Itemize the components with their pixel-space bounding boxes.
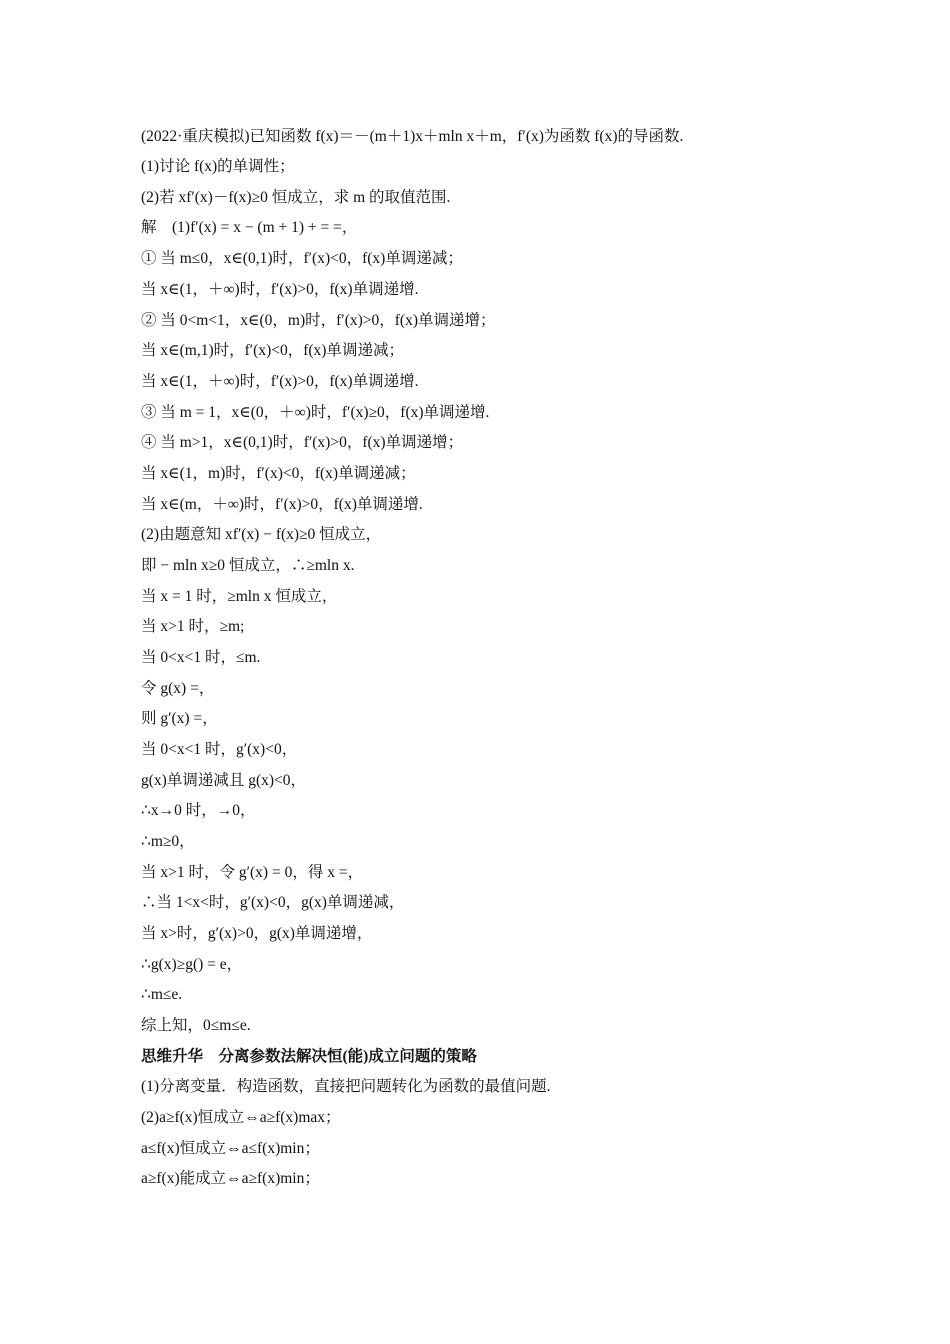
solution-line: 当 x>1 时，≥m; — [141, 618, 245, 635]
question-part-1: (1)讨论 f(x)的单调性； — [141, 158, 295, 175]
solution-line: 当 x = 1 时，≥mln x 恒成立， — [141, 588, 338, 605]
solution-line: ∴m≥0， — [141, 833, 195, 850]
solution-line: ③ 当 m = 1，x∈(0，＋∞)时，f′(x)≥0，f(x)单调递增. — [141, 404, 490, 421]
solution-start: 解 (1)f′(x) = x − (m + 1) + = =， — [141, 219, 358, 236]
solution-conclusion: 综上知，0≤m≤e. — [141, 1017, 251, 1034]
solution-line: 当 x∈(1，＋∞)时，f′(x)>0，f(x)单调递增. — [141, 373, 419, 390]
summary-line: a≤f(x)恒成立⇔a≤f(x)min； — [141, 1140, 320, 1157]
summary-line: (1)分离变量．构造函数，直接把问题转化为函数的最值问题. — [141, 1078, 551, 1095]
solution-line: 当 0<x<1 时，≤m. — [141, 649, 261, 666]
solution-line: ∴当 1<x<时，g′(x)<0，g(x)单调递减， — [141, 894, 405, 911]
summary-line: a≥f(x)能成立⇔a≥f(x)min； — [141, 1170, 320, 1187]
solution-line: 当 x>时，g′(x)>0，g(x)单调递增， — [141, 925, 373, 942]
solution-line: 当 x∈(1，m)时，f′(x)<0，f(x)单调递减； — [141, 465, 416, 482]
solution-line: ∴x→0 时，→0， — [141, 802, 256, 819]
solution-line: ∴g(x)≥g() = e， — [141, 956, 243, 973]
solution-line: ④ 当 m>1，x∈(0,1)时，f′(x)>0，f(x)单调递增； — [141, 434, 464, 451]
question-part-2: (2)若 xf′(x)－f(x)≥0 恒成立，求 m 的取值范围. — [141, 189, 451, 206]
problem-statement: (2022·重庆模拟)已知函数 f(x)＝－(m＋1)x＋mln x＋m，f′(x)为函数 f(x)的导函数. — [141, 128, 684, 145]
solution-line: 当 x>1 时，令 g′(x) = 0，得 x =， — [141, 864, 364, 881]
summary-line: (2)a≥f(x)恒成立⇔a≥f(x)max； — [141, 1109, 341, 1126]
solution-line: 则 g′(x) =， — [141, 710, 218, 727]
solution-line: 当 x∈(m,1)时，f′(x)<0，f(x)单调递减； — [141, 342, 404, 359]
solution-line: (2)由题意知 xf′(x) − f(x)≥0 恒成立， — [141, 526, 382, 543]
summary-heading: 思维升华 分离参数法解决恒(能)成立问题的策略 — [141, 1048, 477, 1065]
solution-line: ② 当 0<m<1，x∈(0，m)时，f′(x)>0，f(x)单调递增； — [141, 312, 496, 329]
solution-line: ① 当 m≤0，x∈(0,1)时，f′(x)<0，f(x)单调递减； — [141, 250, 463, 267]
solution-line: g(x)单调递减且 g(x)<0， — [141, 772, 307, 789]
solution-line: 当 x∈(1，＋∞)时，f′(x)>0，f(x)单调递增. — [141, 281, 419, 298]
solution-line: 当 x∈(m，＋∞)时，f′(x)>0，f(x)单调递增. — [141, 496, 423, 513]
solution-line: 令 g(x) =， — [141, 680, 215, 697]
solution-line: ∴m≤e. — [141, 986, 183, 1003]
solution-line: 当 0<x<1 时，g′(x)<0， — [141, 741, 298, 758]
solution-line: 即 − mln x≥0 恒成立，∴≥mln x. — [141, 557, 355, 574]
